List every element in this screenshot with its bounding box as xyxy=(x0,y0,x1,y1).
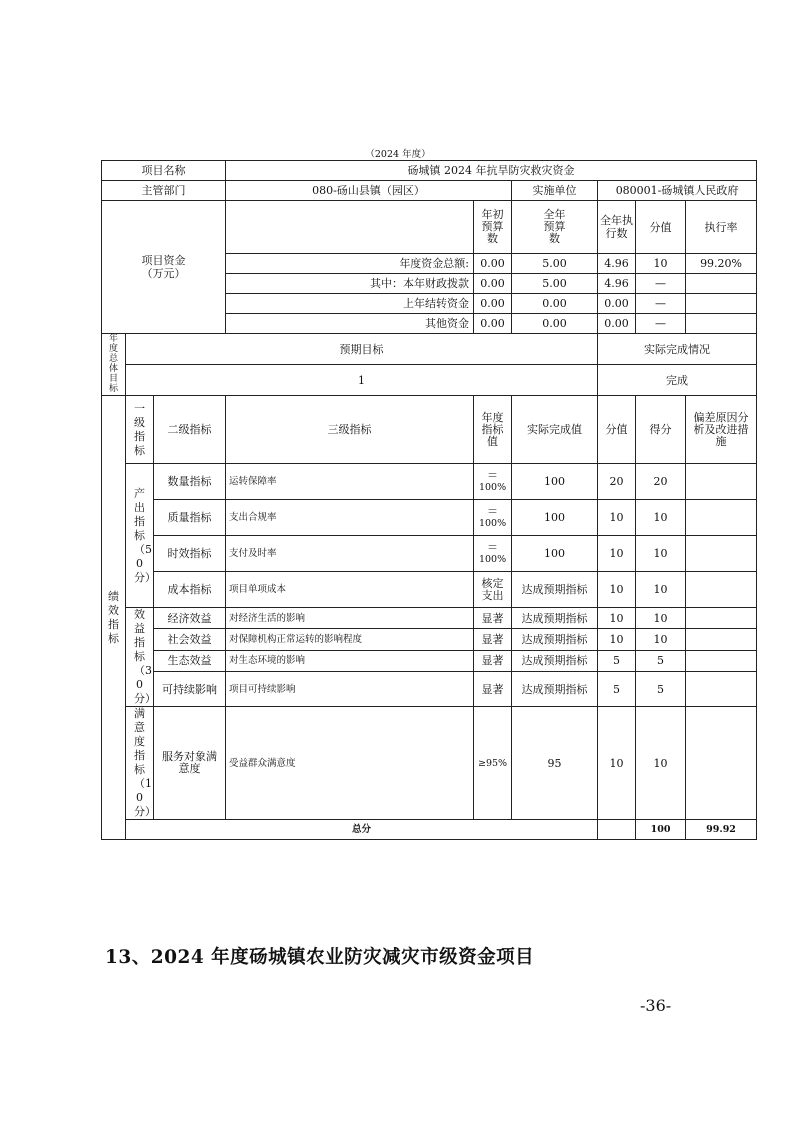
total-label: 总分 xyxy=(126,820,598,840)
funds-initial: 0.00 xyxy=(474,314,512,334)
implementing-unit-label: 实施单位 xyxy=(512,181,598,201)
score-value-header: 分值 xyxy=(636,201,686,254)
funds-score-value: — xyxy=(636,294,686,314)
score-value-cell: 10 xyxy=(598,500,636,536)
level3-header: 三级指标 xyxy=(226,396,474,464)
reason-cell xyxy=(686,464,757,500)
level2-cell: 数量指标 xyxy=(154,464,226,500)
actual-cell: 95 xyxy=(512,707,598,820)
funds-executed: 4.96 xyxy=(598,254,636,274)
budget-full-header xyxy=(512,201,598,254)
score-value-cell: 5 xyxy=(598,672,636,707)
funds-header-row xyxy=(102,201,757,254)
reason-cell xyxy=(686,608,757,629)
score-cell: 5 xyxy=(636,650,686,671)
goals-header-row xyxy=(102,334,757,365)
funds-initial: 0.00 xyxy=(474,294,512,314)
annual-target-header xyxy=(474,396,512,464)
reason-header-l1: 偏差原因分 xyxy=(693,410,749,424)
level3-cell: 对生态环境的影响 xyxy=(226,650,474,671)
level2-cell: 成本指标 xyxy=(154,572,226,608)
level2-header: 二级指标 xyxy=(154,396,226,464)
indicator-score-value-header: 分值 xyxy=(598,396,636,464)
indicator-row-satisfaction xyxy=(102,707,757,820)
score-value-cell: 5 xyxy=(598,650,636,671)
output-indicator-group-text: 产出指标（50分） xyxy=(134,486,156,584)
actual-cell: 100 xyxy=(512,536,598,572)
funds-full: 0.00 xyxy=(512,294,598,314)
level3-cell: 项目可持续影响 xyxy=(226,672,474,707)
annual-cell: 显著 xyxy=(474,650,512,671)
funds-executed: 4.96 xyxy=(598,274,636,294)
level3-cell: 对保障机构正常运转的影响程度 xyxy=(226,629,474,650)
indicator-row-economic xyxy=(102,608,757,629)
score-cell: 5 xyxy=(636,672,686,707)
reason-cell xyxy=(686,672,757,707)
score-cell: 10 xyxy=(636,536,686,572)
reason-header-l2: 析及改进措 xyxy=(693,422,749,436)
funds-row-label: 其他资金 xyxy=(226,314,474,334)
reason-cell xyxy=(686,536,757,572)
total-score: 99.92 xyxy=(686,820,757,840)
score-cell: 10 xyxy=(636,707,686,820)
budget-full-header-l1: 全年 xyxy=(543,208,566,221)
indicators-section-label-text: 绩效指标 xyxy=(108,589,119,645)
actual-completion-header: 实际完成情况 xyxy=(598,334,757,365)
exec-rate-header: 执行率 xyxy=(686,201,757,254)
executed-header: 全年执行数 xyxy=(598,201,636,254)
level1-header xyxy=(126,396,154,464)
actual-cell: 100 xyxy=(512,500,598,536)
actual-cell: 达成预期指标 xyxy=(512,650,598,671)
total-score-value: 100 xyxy=(636,820,686,840)
funds-rate xyxy=(686,294,757,314)
expected-goal-value: 1 xyxy=(126,365,598,396)
annual-cell xyxy=(474,464,512,500)
level3-cell: 受益群众满意度 xyxy=(226,707,474,820)
funds-score-value: — xyxy=(636,274,686,294)
satisfaction-indicator-group xyxy=(126,707,154,820)
department-label: 主管部门 xyxy=(102,181,226,201)
indicator-row-quality xyxy=(102,500,757,536)
funds-row-label: 其中：本年财政拨款 xyxy=(226,274,474,294)
project-name-value: 砀城镇 2024 年抗旱防灾救灾资金 xyxy=(226,161,757,181)
section-heading: 13、2024 年度砀城镇农业防灾减灾市级资金项目 xyxy=(105,947,535,968)
benefit-indicator-group xyxy=(126,608,154,707)
score-value-cell: 10 xyxy=(598,707,636,820)
reason-cell xyxy=(686,572,757,608)
indicator-row-cost xyxy=(102,572,757,608)
annual-cell xyxy=(474,536,512,572)
budget-full-header-l3: 数 xyxy=(549,232,561,245)
performance-evaluation-table xyxy=(101,160,757,840)
annual-cell: 显著 xyxy=(474,608,512,629)
actual-completion-value: 完成 xyxy=(598,365,757,396)
level3-cell: 项目单项成本 xyxy=(226,572,474,608)
indicator-row-sustainable xyxy=(102,672,757,707)
indicator-row-quantity xyxy=(102,464,757,500)
funds-score-value: 10 xyxy=(636,254,686,274)
reason-cell xyxy=(686,500,757,536)
expected-goal-header: 预期目标 xyxy=(126,334,598,365)
score-value-cell: 10 xyxy=(598,629,636,650)
funds-score-value: — xyxy=(636,314,686,334)
annual-cell xyxy=(474,572,512,608)
score-cell: 10 xyxy=(636,572,686,608)
overall-goal-label xyxy=(102,334,126,396)
total-blank xyxy=(598,820,636,840)
indicator-row-social xyxy=(102,629,757,650)
funds-section-label xyxy=(102,201,226,334)
actual-cell: 达成预期指标 xyxy=(512,572,598,608)
total-row xyxy=(102,820,757,840)
reason-cell xyxy=(686,629,757,650)
level2-cell: 质量指标 xyxy=(154,500,226,536)
level2-cell xyxy=(154,707,226,820)
level3-cell: 支付及时率 xyxy=(226,536,474,572)
project-name-label: 项目名称 xyxy=(102,161,226,181)
funds-executed: 0.00 xyxy=(598,314,636,334)
annual-op: ＝ xyxy=(487,504,499,518)
deviation-reason-header xyxy=(686,396,757,464)
actual-cell: 达成预期指标 xyxy=(512,629,598,650)
reason-cell xyxy=(686,707,757,820)
benefit-indicator-group-text: 效益指标（30分） xyxy=(134,608,156,705)
level2-cell: 经济效益 xyxy=(154,608,226,629)
level3-cell: 运转保障率 xyxy=(226,464,474,500)
goals-value-row xyxy=(102,365,757,396)
actual-cell: 达成预期指标 xyxy=(512,608,598,629)
budget-full-header-l2: 预算 xyxy=(543,220,566,233)
annual-val: 100% xyxy=(478,481,507,493)
overall-goal-label-text: 年度总体目标 xyxy=(108,334,118,394)
indicators-section-label xyxy=(102,396,126,840)
reason-cell xyxy=(686,650,757,671)
satisfaction-indicator-group-text: 满意度指标（10分） xyxy=(134,707,156,818)
annual-val: 支出 xyxy=(481,588,504,602)
department-value: 080-砀山县镇（园区） xyxy=(226,181,512,201)
funds-full: 5.00 xyxy=(512,254,598,274)
reason-header-l3: 施 xyxy=(715,434,727,448)
annual-op: ＝ xyxy=(487,540,499,554)
annual-cell: 显著 xyxy=(474,629,512,650)
indicator-row-ecological xyxy=(102,650,757,671)
level2-cell: 社会效益 xyxy=(154,629,226,650)
level1-header-text: 一级指标 xyxy=(134,401,145,457)
annual-cell: 显著 xyxy=(474,672,512,707)
annual-op: 核定 xyxy=(481,576,504,590)
level3-cell: 支出合规率 xyxy=(226,500,474,536)
funds-label-line2: （万元） xyxy=(141,267,186,280)
level2-line2: 意度 xyxy=(178,762,201,775)
score-cell: 10 xyxy=(636,500,686,536)
indicator-row-timeliness xyxy=(102,536,757,572)
output-indicator-group xyxy=(126,464,154,608)
score-value-cell: 10 xyxy=(598,536,636,572)
funds-initial: 0.00 xyxy=(474,274,512,294)
funds-initial: 0.00 xyxy=(474,254,512,274)
level2-line1: 服务对象满 xyxy=(162,750,218,763)
funds-row-label: 上年结转资金 xyxy=(226,294,474,314)
level2-cell: 生态效益 xyxy=(154,650,226,671)
indicator-header-row xyxy=(102,396,757,464)
level2-cell: 可持续影响 xyxy=(154,672,226,707)
annual-val: 100% xyxy=(478,517,507,529)
funds-rate xyxy=(686,274,757,294)
level3-cell: 对经济生活的影响 xyxy=(226,608,474,629)
annual-val: 100% xyxy=(478,553,507,565)
implementing-unit-value: 080001-砀城镇人民政府 xyxy=(598,181,757,201)
funds-rate xyxy=(686,314,757,334)
funds-header-blank xyxy=(226,201,474,254)
score-value-cell: 10 xyxy=(598,608,636,629)
page-number: -36- xyxy=(640,996,672,1015)
funds-executed: 0.00 xyxy=(598,294,636,314)
funds-full: 5.00 xyxy=(512,274,598,294)
funds-label-line1: 项目资金 xyxy=(141,254,186,267)
indicator-score-header: 得分 xyxy=(636,396,686,464)
actual-cell: 100 xyxy=(512,464,598,500)
score-value-cell: 20 xyxy=(598,464,636,500)
annual-header-l2: 指标 xyxy=(481,422,504,436)
level2-cell: 时效指标 xyxy=(154,536,226,572)
annual-op: ＝ xyxy=(487,468,499,482)
funds-rate: 99.20% xyxy=(686,254,757,274)
annual-cell xyxy=(474,500,512,536)
budget-initial-header-l3: 数 xyxy=(487,232,499,245)
annual-cell: ≥95% xyxy=(474,707,512,820)
score-cell: 10 xyxy=(636,629,686,650)
budget-initial-header-l2: 预算 xyxy=(481,220,504,233)
budget-initial-header-l1: 年初 xyxy=(481,208,504,221)
year-caption: （2024 年度） xyxy=(365,149,431,160)
annual-header-l1: 年度 xyxy=(481,410,504,424)
funds-full: 0.00 xyxy=(512,314,598,334)
annual-header-l3: 值 xyxy=(487,434,499,448)
score-cell: 10 xyxy=(636,608,686,629)
actual-cell: 达成预期指标 xyxy=(512,672,598,707)
department-row xyxy=(102,181,757,201)
score-cell: 20 xyxy=(636,464,686,500)
actual-value-header: 实际完成值 xyxy=(512,396,598,464)
budget-initial-header xyxy=(474,201,512,254)
score-value-cell: 10 xyxy=(598,572,636,608)
funds-row-label: 年度资金总额: xyxy=(226,254,474,274)
project-name-row xyxy=(102,161,757,181)
